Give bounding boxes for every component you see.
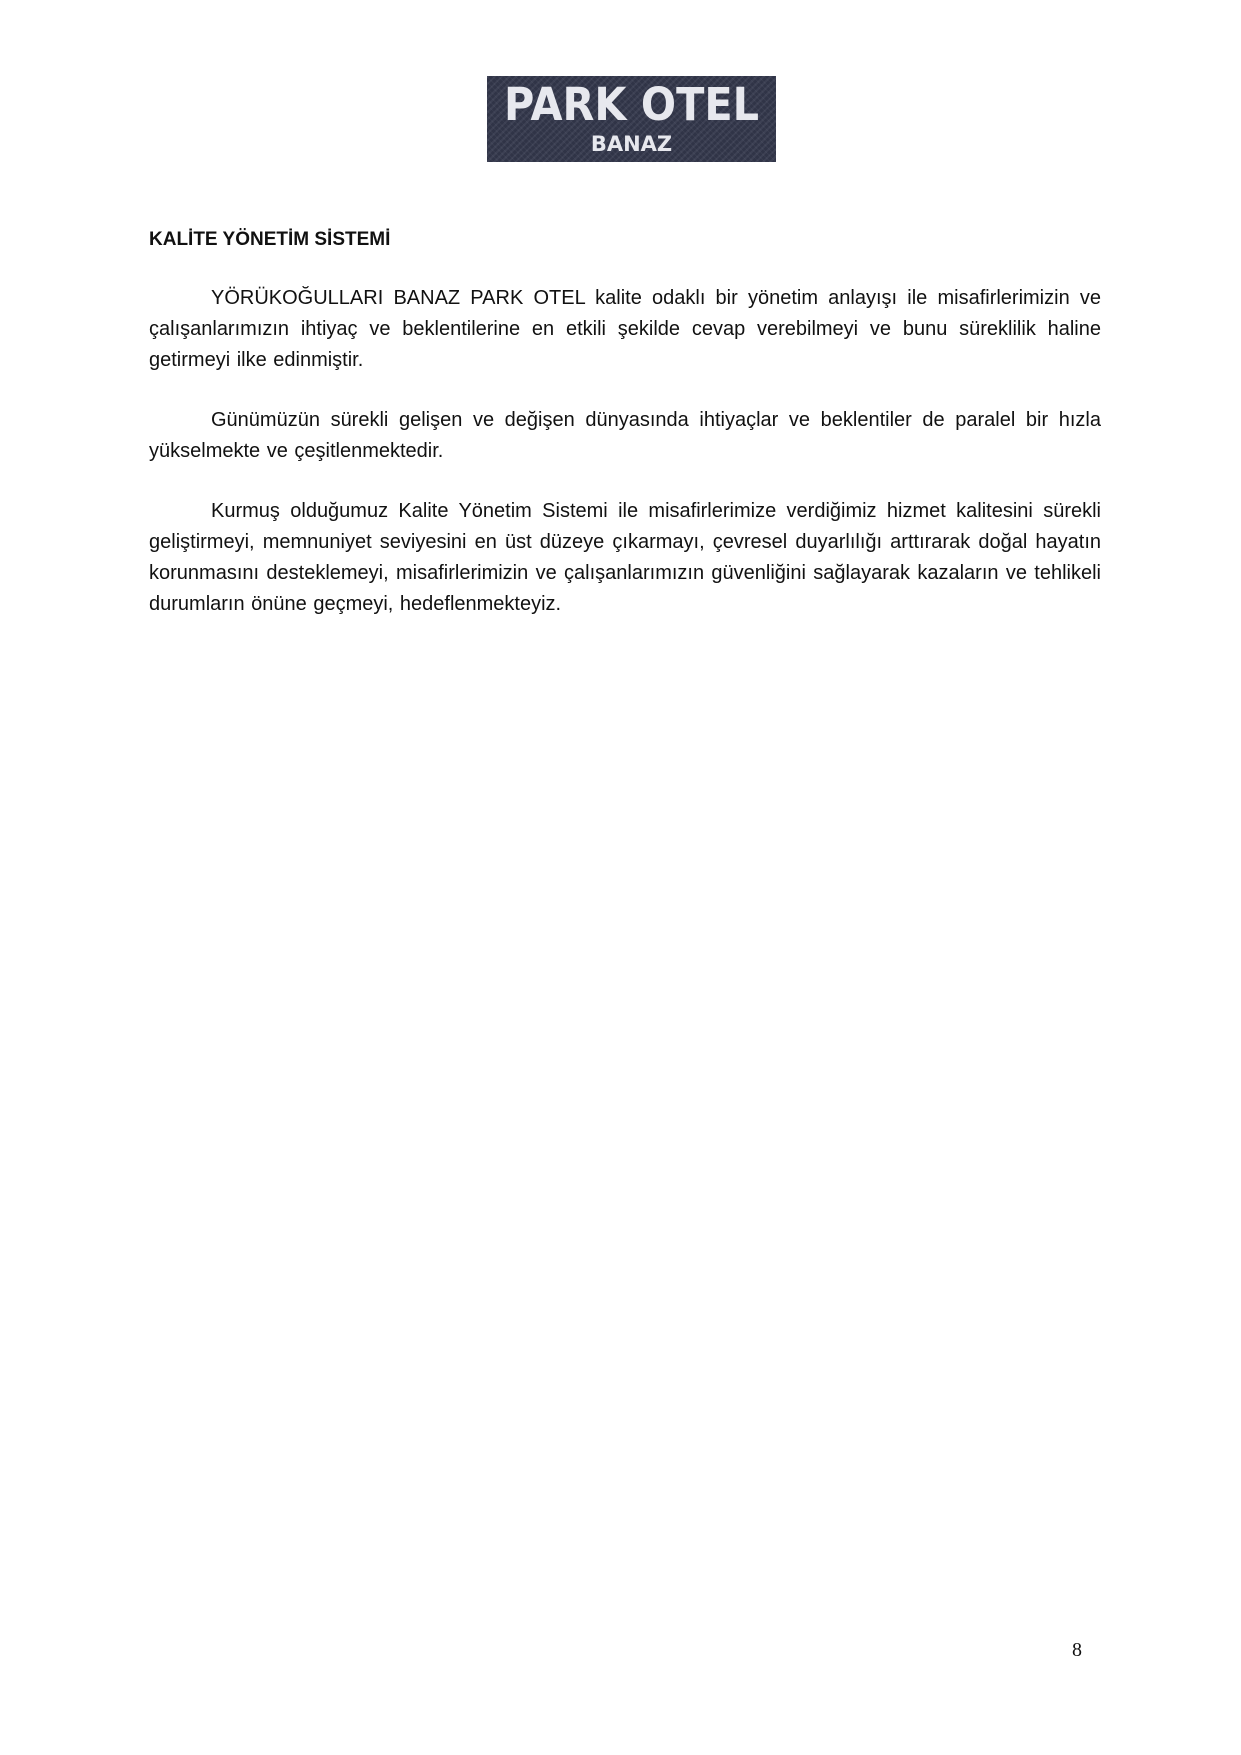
paragraph-3: Kurmuş olduğumuz Kalite Yönetim Sistemi ile misafirlerimize verdiğimiz hizmet kalitesini sürekli geliştirmeyi, memnuniyet seviyesini en üst düzeye çıkarmayı, çevresel duyarlılığı arttırarak doğal hayatın korunmasını desteklemeyi, misafirlerimizin ve çalışanlarımızın güvenliğini sağlayarak kazaların ve tehlikeli durumların önüne geçmeyi, hedeflenmekteyiz. [149, 500, 1101, 615]
logo-subtitle: BANAZ [590, 132, 673, 156]
paragraph-2: Günümüzün sürekli gelişen ve değişen dünyasında ihtiyaçlar ve beklentiler de paralel bir hızla yükselmekte ve çeşitlenmektedir. [149, 409, 1101, 462]
section-heading: KALİTE YÖNETİM SİSTEMİ [149, 229, 391, 250]
hotel-logo [487, 76, 776, 162]
document-content [149, 225, 1101, 649]
paragraph-1: YÖRÜKOĞULLARI BANAZ PARK OTEL kalite odaklı bir yönetim anlayışı ile misafirlerimizin ve çalışanlarımızın ihtiyaç ve beklentilerine en etkili şekilde cevap verebilmeyi ve bunu süreklilik haline getirmeyi ilke edinmiştir. [149, 287, 1101, 371]
logo-title: PARK OTEL [503, 78, 760, 131]
page-number: 8 [1072, 1639, 1082, 1661]
